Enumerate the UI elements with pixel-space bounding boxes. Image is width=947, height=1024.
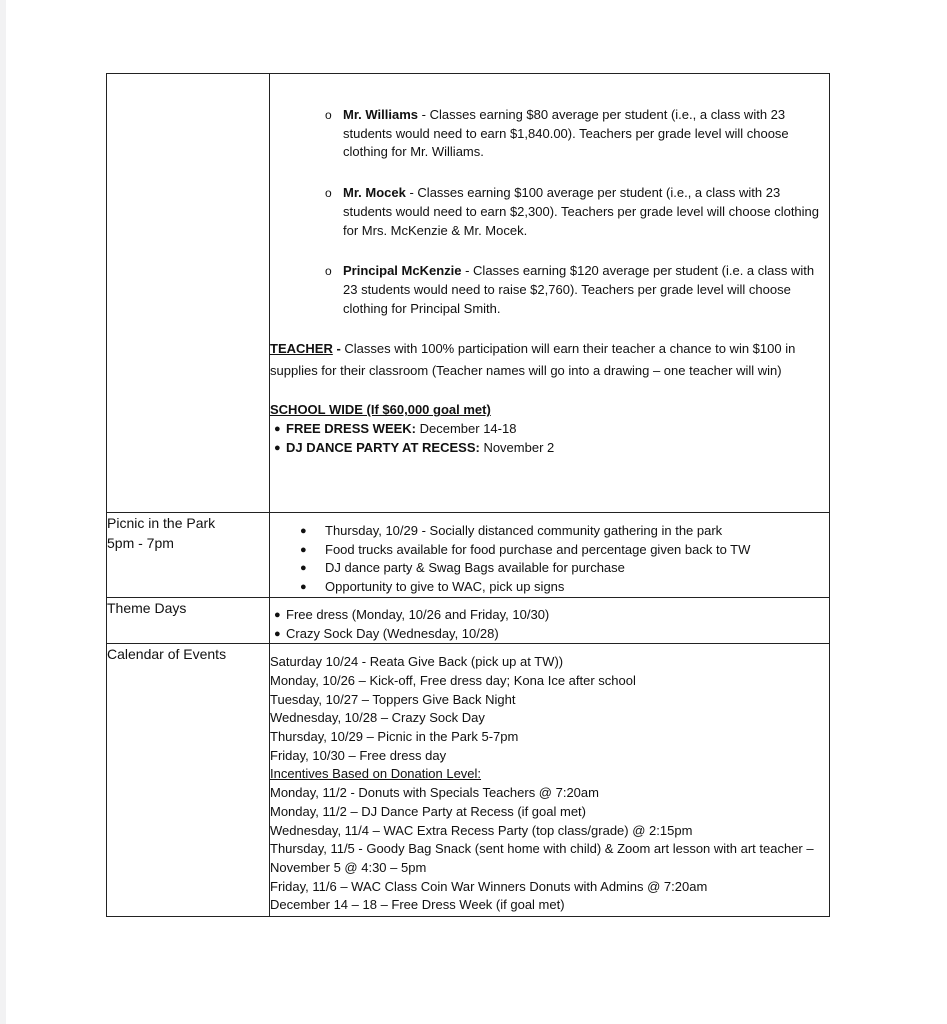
calendar-line: Tuesday, 10/27 – Toppers Give Back Night [270, 691, 516, 707]
theme-days-title: Theme Days [107, 599, 187, 616]
teacher-label: TEACHER [270, 341, 333, 357]
table-row [107, 74, 830, 513]
calendar-line: Wednesday, 10/28 – Crazy Sock Day [270, 710, 485, 726]
incentives-cell [270, 74, 830, 513]
bullet-dot-icon: ● [274, 608, 281, 621]
list-item [270, 606, 829, 625]
picnic-item: Food trucks available for food purchase and percentage given back to TW [325, 541, 751, 557]
calendar-line: Monday, 10/26 – Kick-off, Free dress day; Kona Ice after school [270, 672, 636, 688]
table-row [107, 513, 830, 598]
list-item [270, 184, 829, 240]
incentive-text: - Classes earning $120 average per student (i.e. a class with 23 students would need to raise $2,760). Teachers per grade level will choose clothing for Principal Smith. [343, 263, 815, 316]
circle-bullet-icon: o [325, 108, 332, 122]
school-wide-title: SCHOOL WIDE (If $60,000 goal met) [270, 402, 491, 418]
teacher-separator: - [332, 341, 345, 357]
picnic-details-cell [270, 513, 830, 598]
theme-days-label-cell [107, 597, 270, 643]
list-item [270, 559, 829, 578]
picnic-label-cell [107, 513, 270, 598]
calendar-subheading: Incentives Based on Donation Level: [270, 766, 482, 782]
calendar-cell [270, 644, 830, 917]
events-table [106, 73, 830, 917]
circle-bullet-icon: o [325, 264, 332, 279]
bullet-dot-icon: ● [300, 525, 307, 537]
calendar-line: Monday, 11/2 - Donuts with Specials Teachers @ 7:20am [270, 785, 599, 801]
picnic-time: 5pm - 7pm [107, 535, 174, 551]
calendar-line: December 14 – 18 – Free Dress Week (if goal met) [270, 897, 565, 913]
bullet-dot-icon: ● [300, 581, 307, 594]
incentive-text: - Classes earning $80 average per student (i.e., a class with 23 students would need to earn $1,840.00). Teachers per grade level will choose clothing for Mr. Williams. [343, 107, 789, 160]
list-item [270, 420, 829, 439]
incentive-name: Mr. Mocek [343, 185, 406, 201]
table-row [107, 644, 830, 917]
incentive-name: Principal McKenzie [343, 263, 462, 279]
calendar-line: Wednesday, 11/4 – WAC Extra Recess Party (top class/grade) @ 2:15pm [270, 822, 693, 838]
school-wide-list [270, 420, 829, 457]
bullet-dot-icon: ● [274, 423, 281, 436]
incentive-levels-list [270, 106, 829, 318]
list-item [270, 522, 829, 541]
list-item [270, 106, 829, 162]
theme-days-cell [270, 597, 830, 643]
teacher-incentive [270, 338, 829, 381]
bullet-dot-icon: ● [274, 441, 281, 454]
list-item [270, 578, 829, 597]
school-wide-label: FREE DRESS WEEK: [286, 421, 417, 437]
circle-bullet-icon: o [325, 186, 332, 201]
calendar-line: Friday, 10/30 – Free dress day [270, 747, 447, 763]
calendar-line: Friday, 11/6 – WAC Class Coin War Winners Donuts with Admins @ 7:20am [270, 878, 708, 894]
picnic-list [270, 522, 829, 597]
calendar-line: Thursday, 10/29 – Picnic in the Park 5-7pm [270, 729, 519, 745]
bullet-dot-icon: ● [300, 543, 307, 556]
picnic-item: Thursday, 10/29 - Socially distanced community gathering in the park [325, 523, 723, 538]
calendar-line: Saturday 10/24 - Reata Give Back (pick up at TW)) [270, 654, 564, 670]
bullet-dot-icon: ● [274, 627, 281, 640]
school-wide-label: DJ DANCE PARTY AT RECESS: [286, 439, 480, 455]
theme-day-item: Free dress (Monday, 10/26 and Friday, 10/30) [286, 606, 550, 622]
calendar-line: Monday, 11/2 – DJ Dance Party at Recess (if goal met) [270, 803, 586, 819]
calendar-line: Thursday, 11/5 - Goody Bag Snack (sent home with child) & Zoom art lesson with art teacher – November 5 @ 4:30 – 5pm [270, 841, 814, 875]
list-item [270, 262, 829, 318]
calendar-label-cell [107, 644, 270, 917]
picnic-item: Opportunity to give to WAC, pick up signs [325, 579, 565, 595]
document-page [6, 0, 947, 1024]
calendar-title: Calendar of Events [107, 646, 227, 663]
bullet-dot-icon: ● [300, 562, 307, 575]
list-item [270, 439, 829, 458]
list-item [270, 541, 829, 560]
list-item [270, 625, 829, 644]
theme-day-item: Crazy Sock Day (Wednesday, 10/28) [286, 625, 499, 641]
table-row [107, 597, 830, 643]
empty-label-cell [107, 74, 270, 513]
incentive-name: Mr. Williams [343, 107, 419, 122]
picnic-title: Picnic in the Park [107, 515, 216, 531]
teacher-text: Classes with 100% participation will earn their teacher a chance to win $100 in supplies for their classroom (Teacher names will go into a drawing – one teacher will win) [270, 341, 796, 378]
incentive-text: - Classes earning $100 average per student (i.e., a class with 23 students would need to earn $2,300). Teachers per grade level will choose clothing for Mrs. McKenzie & Mr. Mocek. [343, 185, 820, 238]
school-wide-value: December 14-18 [416, 421, 517, 437]
school-wide-value: November 2 [479, 439, 555, 455]
theme-days-list [270, 606, 829, 643]
picnic-item: DJ dance party & Swag Bags available for purchase [325, 560, 625, 576]
